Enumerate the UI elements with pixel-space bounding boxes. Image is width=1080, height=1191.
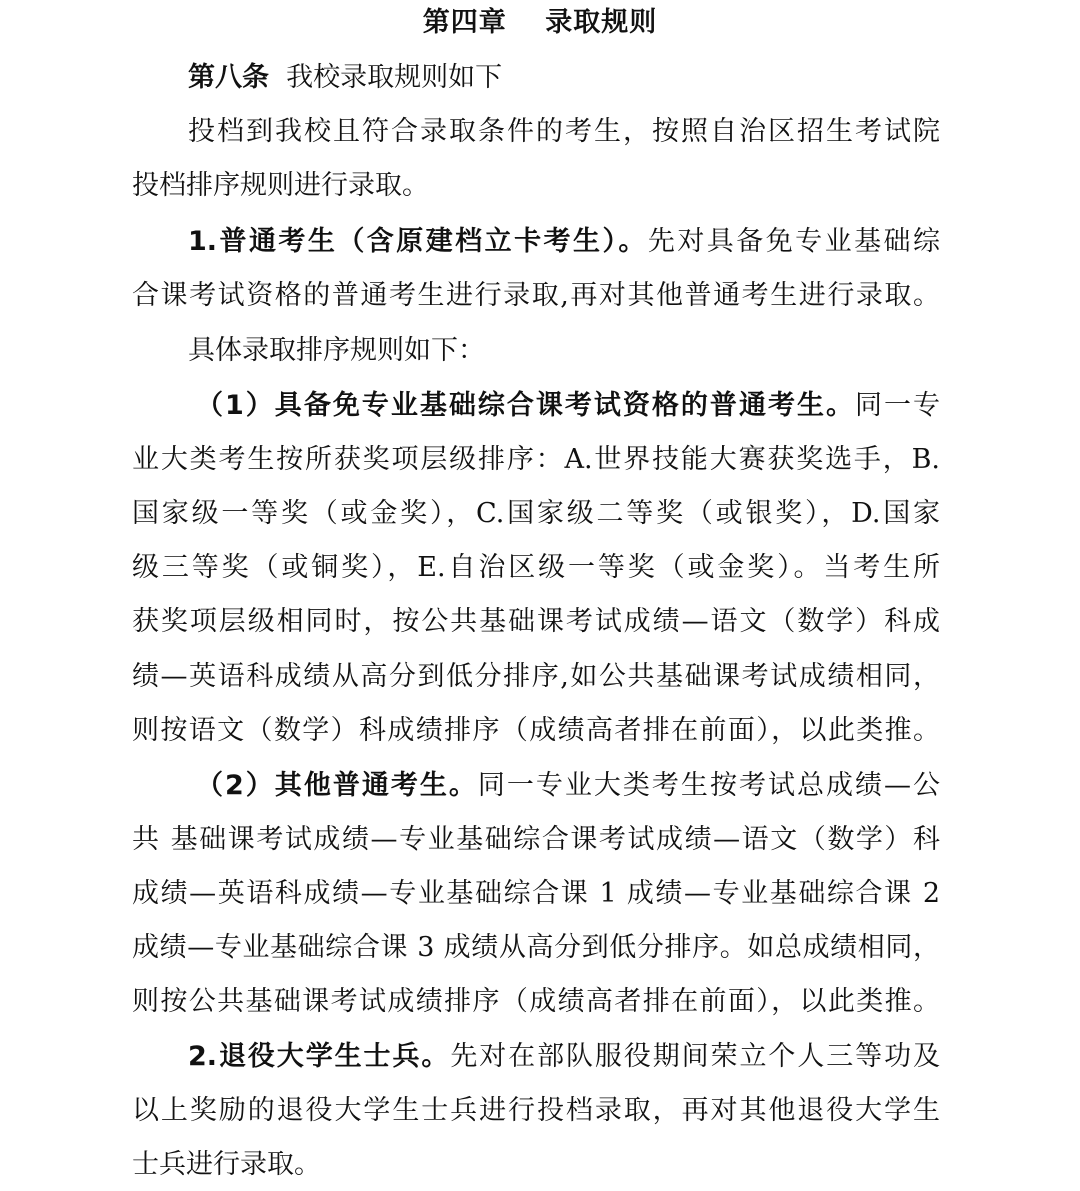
section2-line-1: [188, 1031, 940, 1083]
chapter-title: 第四章 录取规则: [422, 7, 658, 38]
subsection2-line-4: 成绩—专业基础综合课 3 成绩从高分到低分排序。如总成绩相同，: [132, 932, 940, 963]
intro-line-1: 投档到我校且符合录取条件的考生，按照自治区招生考试院: [188, 116, 940, 147]
subsection2-line-5: 则按公共基础课考试成绩排序（成绩高者排在前面），以此类推。: [132, 986, 940, 1017]
subsection1-line-5: 获奖项层级相同时，按公共基础课考试成绩—语文（数学）科成: [132, 606, 940, 637]
section2-line-2: 以上奖励的退役大学生士兵进行投档录取，再对其他退役大学生: [132, 1095, 940, 1126]
section2-line-3: 士兵进行录取。: [132, 1149, 321, 1180]
section1-rules-intro: 具体录取排序规则如下：: [188, 335, 485, 366]
article-heading-text: 我校录取规则如下: [286, 62, 503, 93]
subsection1-line-2: 业大类考生按所获奖项层级排序：A.世界技能大赛获奖选手，B.: [132, 444, 940, 475]
subsection2-line-1: [196, 760, 940, 812]
subsection2-line-2: 共 基础课考试成绩—专业基础综合课考试成绩—语文（数学）科: [132, 824, 940, 855]
section1-line-2: 合课考试资格的普通考生进行录取,再对其他普通考生进行录取。: [132, 280, 940, 311]
subsection1-line-4: 级三等奖（或铜奖），E.自治区级一等奖（或金奖）。当考生所: [132, 552, 940, 583]
section2-title: 2.退役大学生士兵。: [188, 1041, 451, 1072]
subsection2-title: （2）其他普通考生。: [196, 770, 478, 801]
subsection1-title: （1）具备免专业基础综合课考试资格的普通考生。: [196, 390, 855, 421]
intro-line-2: 投档排序规则进行录取。: [132, 170, 429, 201]
section1-line-1: [188, 216, 940, 268]
section2-line1-rest: 先对在部队服役期间荣立个人三等功及: [450, 1041, 940, 1072]
section1-line1-rest: 先对具备免专业基础综: [647, 226, 940, 257]
subsection1-line-6: 绩—英语科成绩从高分到低分排序,如公共基础课考试成绩相同，: [132, 661, 940, 692]
subsection1-line1-rest: 同一专: [854, 390, 940, 421]
subsection1-line-7: 则按语文（数学）科成绩排序（成绩高者排在前面），以此类推。: [132, 715, 940, 746]
section1-title: 1.普通考生（含原建档立卡考生）。: [188, 226, 648, 257]
subsection2-line1-rest: 同一专业大类考生按考试总成绩—公: [477, 770, 940, 801]
subsection1-line-3: 国家级一等奖（或金奖），C.国家级二等奖（或银奖），D.国家: [132, 498, 940, 529]
article-label: 第八条: [188, 62, 269, 93]
subsection1-line-1: [196, 380, 940, 432]
subsection2-line-3: 成绩—英语科成绩—专业基础综合课 1 成绩—专业基础综合课 2: [132, 878, 940, 909]
article-heading: [188, 52, 940, 104]
